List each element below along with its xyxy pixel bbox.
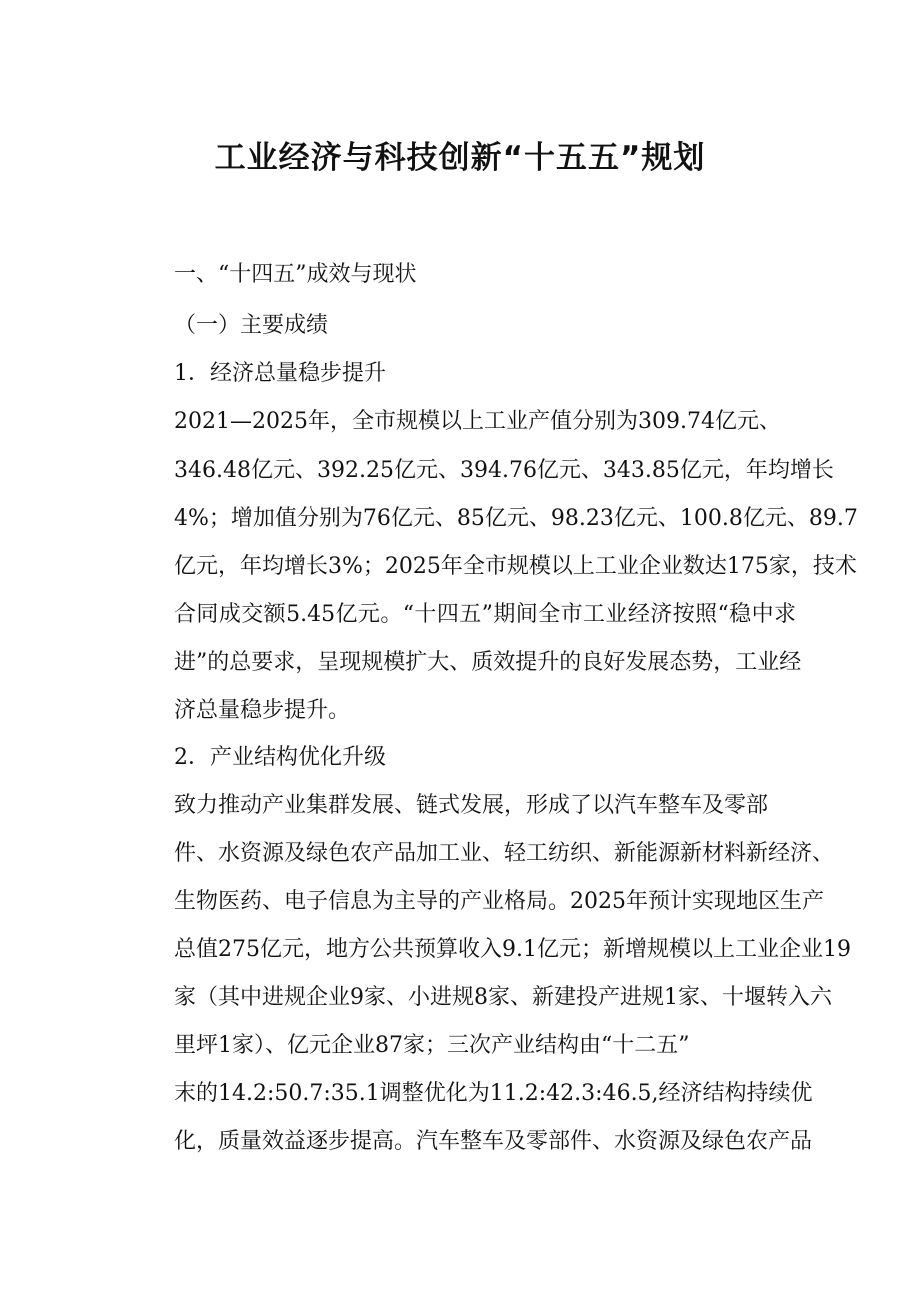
paragraph-2-line-2: 件、水资源及绿色农产品加工业、轻工纺织、新能源新材料新经济、 bbox=[174, 841, 835, 866]
paragraph-1-line-4: 亿元，年均增长3%；2025年全市规模以上工业企业数达175家，技术 bbox=[174, 554, 857, 579]
paragraph-1-line-2: 346.48亿元、392.25亿元、394.76亿元、343.85亿元，年均增长 bbox=[174, 458, 834, 483]
paragraph-1-line-6: 进”的总要求，呈现规模扩大、质效提升的良好发展态势，工业经 bbox=[174, 650, 802, 675]
item-heading-1: 1．经济总量稳步提升 bbox=[174, 361, 386, 386]
paragraph-2-line-3: 生物医药、电子信息为主导的产业格局。2025年预计实现地区生产 bbox=[174, 889, 824, 914]
paragraph-2-line-6: 里坪1家）、亿元企业87家；三次产业结构由“十二五” bbox=[174, 1033, 690, 1058]
section-heading: 一、“十四五”成效与现状 bbox=[174, 262, 417, 287]
item-heading-2: 2．产业结构优化升级 bbox=[174, 745, 386, 770]
document-title: 工业经济与科技创新“十五五”规划 bbox=[214, 140, 706, 176]
paragraph-2-line-7: 末的14.2:50.7:35.1调整优化为11.2:42.3:46.5,经济结构持续优 bbox=[174, 1081, 813, 1106]
paragraph-2-line-1: 致力推动产业集群发展、链式发展，形成了以汽车整车及零部 bbox=[174, 793, 769, 818]
paragraph-2-line-5: 家（其中进规企业9家、小进规8家、新建投产进规1家、十堰转入六 bbox=[174, 985, 832, 1010]
paragraph-1-line-3: 4%；增加值分别为76亿元、85亿元、98.23亿元、100.8亿元、89.7 bbox=[174, 506, 858, 531]
paragraph-1-line-1: 2021—2025年，全市规模以上工业产值分别为309.74亿元、 bbox=[174, 409, 781, 434]
paragraph-2-line-8: 化，质量效益逐步提高。汽车整车及零部件、水资源及绿色农产品 bbox=[174, 1129, 813, 1154]
subsection-heading: （一）主要成绩 bbox=[174, 313, 329, 338]
paragraph-2-line-4: 总值275亿元，地方公共预算收入9.1亿元；新增规模以上工业企业19 bbox=[174, 937, 851, 962]
paragraph-1-line-7: 济总量稳步提升。 bbox=[174, 698, 351, 723]
paragraph-1-line-5: 合同成交额5.45亿元。“十四五”期间全市工业经济按照“稳中求 bbox=[174, 602, 796, 627]
